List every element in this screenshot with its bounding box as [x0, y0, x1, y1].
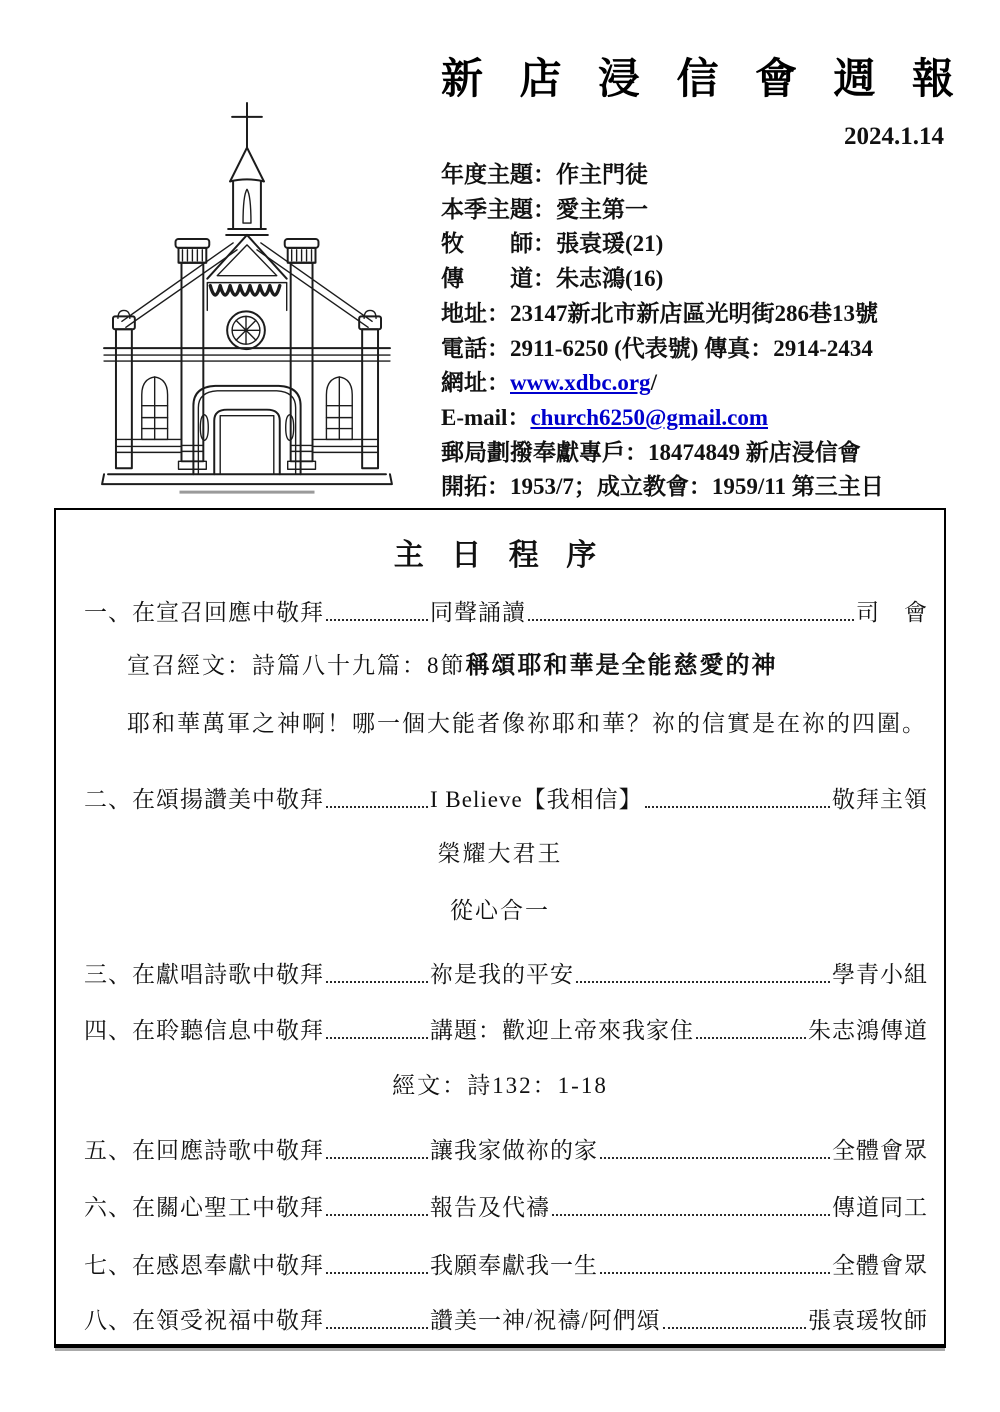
dot-leader	[663, 1327, 806, 1329]
item-left: 五、在回應詩歌中敬拜	[84, 1138, 324, 1163]
item-right: 傳道同工	[832, 1195, 928, 1220]
cross-icon	[232, 103, 262, 148]
rose-window	[227, 311, 265, 349]
item-left: 三、在獻唱詩歌中敬拜	[84, 962, 324, 987]
song-line-2: 從心合一	[450, 898, 550, 923]
scripture-verse-line: 耶和華萬軍之神啊！哪一個大能者像祢耶和華？祢的信實是在祢的四圍。	[127, 711, 927, 736]
item-right: 張袁瑗牧師	[808, 1308, 928, 1333]
item-left: 一、在宣召回應中敬拜	[84, 600, 324, 625]
item-left: 七、在感恩奉獻中敬拜	[84, 1253, 324, 1278]
address-line: 地址：23147新北市新店區光明街286巷13號	[441, 300, 878, 326]
item-left: 四、在聆聽信息中敬拜	[84, 1018, 324, 1043]
phone-fax-line: 電話：2911-6250 (代表號) 傳真：2914-2434	[441, 335, 873, 361]
email-link[interactable]: church6250@gmail.com	[530, 404, 768, 430]
item-mid: 讓我家做祢的家	[430, 1138, 598, 1163]
dot-leader	[528, 619, 854, 621]
season-theme: 本季主題：愛主第一	[441, 196, 648, 222]
program-item-2	[84, 783, 928, 815]
item-mid: 報告及代禱	[430, 1195, 550, 1220]
item-mid: I Believe【我相信】	[430, 787, 643, 812]
item-mid: 同聲誦讀	[430, 600, 526, 625]
dot-leader	[645, 806, 830, 808]
pastor-line: 牧 師：張袁瑗(21)	[441, 231, 664, 257]
door	[220, 416, 274, 475]
dot-leader	[326, 1157, 428, 1159]
website-line	[441, 366, 946, 401]
dot-leader	[600, 1272, 830, 1274]
steeple	[226, 148, 268, 235]
gable	[207, 235, 286, 279]
item-right: 朱志鴻傳道	[808, 1018, 928, 1043]
program-item-1	[84, 596, 928, 628]
item-left: 二、在頌揚讚美中敬拜	[84, 787, 324, 812]
call-scripture-line	[127, 651, 924, 683]
dot-leader	[552, 1214, 830, 1216]
item-right: 全體會眾	[832, 1138, 928, 1163]
program-title: 主 日 程 序	[393, 539, 607, 572]
header	[441, 52, 968, 505]
church-illustration	[58, 96, 436, 503]
program-item-7	[84, 1249, 928, 1281]
item-right: 敬拜主領	[832, 787, 928, 812]
right-pilaster	[359, 310, 381, 468]
dot-leader	[600, 1157, 830, 1159]
scallop-band	[207, 283, 286, 311]
website-label: 網址：	[441, 370, 510, 396]
entrance-porch	[193, 386, 300, 474]
postal-account-line: 郵局劃撥奉獻專戶：18474849 新店浸信會	[441, 439, 861, 465]
website-suffix: /	[650, 370, 657, 396]
item-right: 學青小組	[832, 962, 928, 987]
sunday-program-box	[54, 508, 946, 1348]
dot-leader	[696, 1037, 806, 1039]
item-right: 司 會	[856, 600, 928, 625]
program-item-3	[84, 958, 928, 990]
program-item-6	[84, 1191, 928, 1223]
program-item-4	[84, 1014, 928, 1046]
email-label: E-mail：	[441, 404, 531, 430]
annual-theme: 年度主題：作主門徒	[441, 162, 648, 187]
church-info	[441, 158, 946, 505]
dot-leader	[326, 981, 428, 983]
email-line	[441, 401, 946, 436]
left-wing	[117, 361, 182, 452]
item-left: 六、在關心聖工中敬拜	[84, 1195, 324, 1220]
page-title: 新 店 浸 信 會 週 報	[441, 57, 968, 103]
dot-leader	[326, 619, 428, 621]
scripture-prefix: 宣召經文：詩篇八十九篇：8節	[127, 653, 466, 678]
left-pilaster	[113, 310, 135, 468]
item-mid: 講題：歡迎上帝來我家住	[430, 1018, 694, 1043]
program-item-8	[84, 1304, 928, 1336]
right-wing	[313, 361, 378, 452]
item-right: 全體會眾	[832, 1253, 928, 1278]
dot-leader	[576, 981, 830, 983]
church-line-art	[58, 96, 436, 503]
website-link[interactable]: www.xdbc.org	[510, 370, 651, 396]
item-mid: 祢是我的平安	[430, 962, 574, 987]
dot-leader	[326, 806, 428, 808]
base-steps	[102, 474, 392, 492]
sermon-scripture-line: 經文：詩132：1-18	[392, 1073, 608, 1098]
roof-slopes	[122, 243, 372, 327]
scripture-title: 稱頌耶和華是全能慈愛的神	[465, 653, 778, 679]
item-mid: 我願奉獻我一生	[430, 1253, 598, 1278]
issue-date: 2024.1.14	[844, 123, 944, 150]
dot-leader	[326, 1214, 428, 1216]
minister-line: 傳 道：朱志鴻(16)	[441, 266, 664, 292]
dot-leader	[326, 1272, 428, 1274]
founded-line: 開拓：1953/7；成立教會：1959/11 第三主日	[441, 474, 884, 500]
item-mid: 讚美一神/祝禱/阿們頌	[430, 1308, 661, 1333]
song-line-1: 榮耀大君王	[437, 841, 563, 866]
dot-leader	[326, 1037, 428, 1039]
program-item-5	[84, 1134, 928, 1166]
dot-leader	[326, 1327, 428, 1329]
item-left: 八、在領受祝福中敬拜	[84, 1308, 324, 1333]
